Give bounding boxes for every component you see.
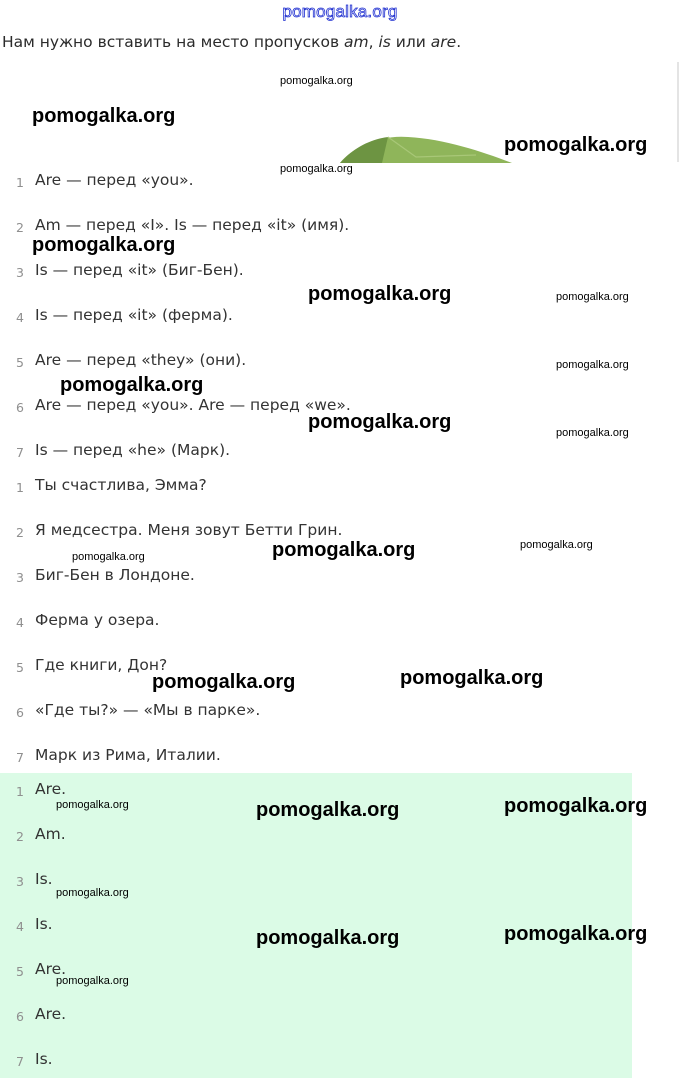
item-text: «Где ты?» — «Мы в парке».: [35, 701, 261, 719]
list-item: [0, 476, 640, 504]
list-item: [0, 825, 640, 853]
item-number: 1: [16, 784, 24, 799]
watermark: pomogalka.org: [280, 163, 353, 175]
word-are: are: [430, 33, 457, 51]
watermark: pomogalka.org: [72, 551, 145, 563]
item-number: 7: [16, 445, 24, 460]
list-item: [0, 746, 640, 774]
item-text: Ты счастлива, Эмма?: [35, 476, 207, 494]
item-text: Is.: [35, 870, 53, 888]
watermark: pomogalka.org: [504, 923, 648, 945]
separator: или: [390, 33, 431, 51]
watermark: pomogalka.org: [308, 283, 452, 305]
item-number: 7: [16, 1054, 24, 1069]
watermark: pomogalka.org: [504, 134, 648, 156]
item-number: 4: [16, 919, 24, 934]
watermark: pomogalka.org: [56, 975, 129, 987]
list-item: [0, 1005, 640, 1033]
watermark: pomogalka.org: [400, 667, 544, 689]
item-text: Is.: [35, 915, 53, 933]
watermark: pomogalka.org: [556, 427, 629, 439]
item-text: Are — перед «they» (они).: [35, 351, 247, 369]
item-number: 4: [16, 310, 24, 325]
item-text: Is — перед «he» (Марк).: [35, 441, 231, 459]
item-number: 7: [16, 750, 24, 765]
word-am: am: [344, 33, 369, 51]
watermark: pomogalka.org: [520, 539, 593, 551]
watermark: pomogalka.org: [256, 927, 400, 949]
watermark: pomogalka.org: [32, 105, 176, 127]
watermark: pomogalka.org: [152, 671, 296, 693]
watermark: pomogalka.org: [60, 374, 204, 396]
item-number: 6: [16, 400, 24, 415]
list-item: [0, 171, 640, 199]
leaf-illustration: [336, 133, 516, 165]
item-text: Is — перед «it» (Биг-Бен).: [35, 261, 244, 279]
list-item: [0, 441, 640, 469]
item-text: Марк из Рима, Италии.: [35, 746, 221, 764]
item-number: 6: [16, 705, 24, 720]
watermark: pomogalka.org: [56, 887, 129, 899]
watermark: pomogalka.org: [556, 291, 629, 303]
item-text: Биг-Бен в Лондоне.: [35, 566, 195, 584]
item-text: Are.: [35, 780, 67, 798]
item-text: Are — перед «you». Are — перед «we».: [35, 396, 351, 414]
list-item: [0, 566, 640, 594]
item-number: 1: [16, 480, 24, 495]
watermark: pomogalka.org: [308, 411, 452, 433]
item-text: Are.: [35, 1005, 67, 1023]
list-item: [0, 701, 640, 729]
watermark: pomogalka.org: [556, 359, 629, 371]
item-number: 5: [16, 964, 24, 979]
item-number: 6: [16, 1009, 24, 1024]
item-text: Is — перед «it» (ферма).: [35, 306, 233, 324]
instruction-text: Нам нужно вставить на место пропусков: [2, 33, 345, 51]
item-number: 3: [16, 874, 24, 889]
divider: [677, 62, 679, 162]
item-number: 2: [16, 220, 24, 235]
item-number: 5: [16, 355, 24, 370]
list-item: [0, 611, 640, 639]
watermark: pomogalka.org: [280, 75, 353, 87]
item-number: 3: [16, 570, 24, 585]
item-number: 1: [16, 175, 24, 190]
word-is: is: [378, 33, 391, 51]
watermark: pomogalka.org: [256, 799, 400, 821]
item-text: Am.: [35, 825, 66, 843]
watermark: pomogalka.org: [504, 795, 648, 817]
watermark: pomogalka.org: [56, 799, 129, 811]
item-number: 3: [16, 265, 24, 280]
list-item: [0, 656, 640, 684]
list-item: [0, 306, 640, 334]
watermark: pomogalka.org: [272, 539, 416, 561]
item-text: Я медсестра. Меня зовут Бетти Грин.: [35, 521, 343, 539]
task-instruction: [2, 33, 461, 51]
item-text: Are.: [35, 960, 67, 978]
item-text: Где книги, Дон?: [35, 656, 168, 674]
item-text: Am — перед «I». Is — перед «it» (имя).: [35, 216, 350, 234]
list-item: [0, 1050, 640, 1078]
item-number: 5: [16, 660, 24, 675]
item-text: Ферма у озера.: [35, 611, 160, 629]
item-text: Are — перед «you».: [35, 171, 194, 189]
site-label[interactable]: pomogalka.org: [282, 2, 398, 21]
item-number: 4: [16, 615, 24, 630]
item-number: 2: [16, 525, 24, 540]
separator: .: [456, 33, 462, 51]
watermark: pomogalka.org: [32, 234, 176, 256]
item-text: Is.: [35, 1050, 53, 1068]
item-number: 2: [16, 829, 24, 844]
separator: ,: [368, 33, 379, 51]
